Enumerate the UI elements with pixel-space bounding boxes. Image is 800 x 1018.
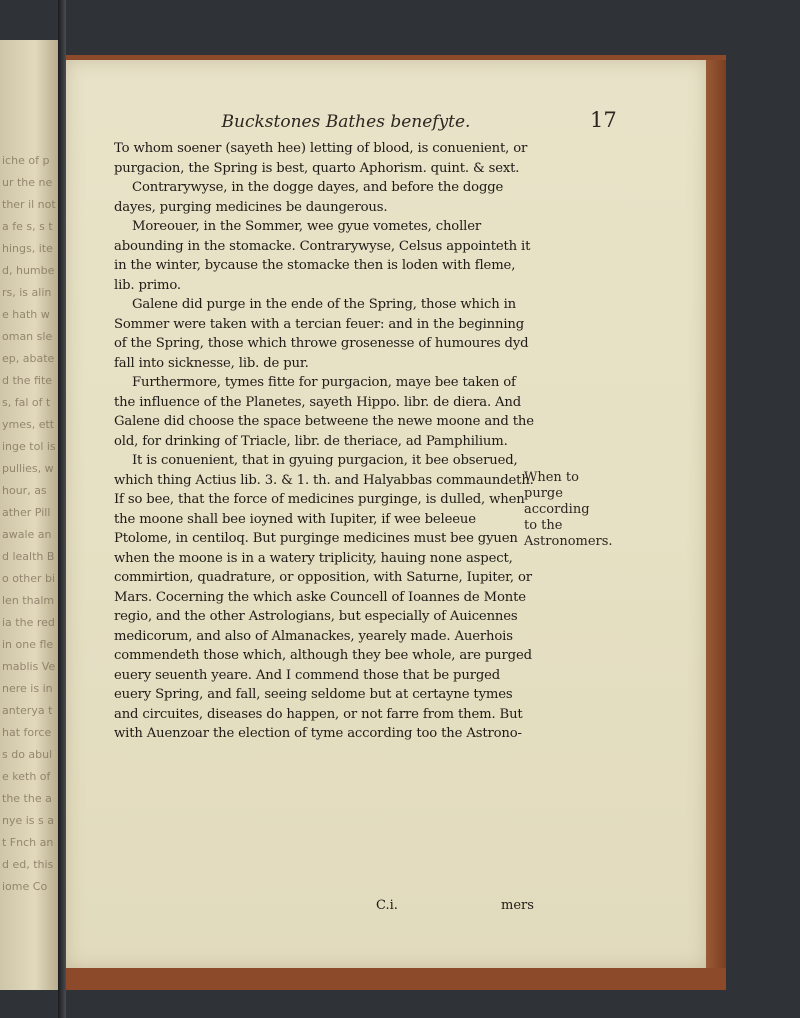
- book-fore-edge: [706, 60, 726, 968]
- page-number: 17: [590, 108, 617, 132]
- catchword: mers: [501, 898, 534, 913]
- facing-page-text: iche of pur the nether il not a fe s, s things, ited, humbers, is aline hath woman sleep, abated the fites, fal of tymes, ettinge tol is pullies, whour, as ather Pill awale and lealth Bo other bilen thalmia the red in one flemablis Venere is in anterya that force s do abule keth of the the anye is s at Fnch and ed, this iome Co: [2, 154, 56, 893]
- paragraph: Moreouer, in the Sommer, wee gyue vometes, choller abounding in the stomacke. Contrarywyse, Celsus appointeth it in the winter, bycause the stomacke then is loden with fleme, lib. primo.: [114, 219, 531, 293]
- running-header: Buckstones Bathes benefyte.: [221, 112, 471, 132]
- paragraph: It is conuenient, that in gyuing purgacion, it bee obserued, which thing Actius lib. 3. & 1. th. and Halyabbas commaundeth. If so bee, that the force of medicines purginge, is dulled, when the moone shall bee ioyned with Iupiter, if wee beleeue Ptolome, in centiloq. But purginge medicines must bee gyuen when the moone is in a watery triplicity, hauing none aspect, commirtion, quadrature, or opposition, with Saturne, Iupiter, or Mars. Cocerning the which aske Councell of Ioannes de Monte regio, and the other Astrologians, but especially of Auicennes medicorum, and also of Almanackes, yearely made. Auerhois commendeth those which, although they bee whole, are purged euery seuenth yeare. And I commend those that be purged euery Spring, and fall, seeing seldome but at certayne tymes and circuites, diseases do happen, or not farre from them. But with Auenzoar the election of tyme according too the Astrono-: [114, 453, 534, 741]
- paragraph: Galene did purge in the ende of the Spring, those which in Sommer were taken with a tercian feuer: and in the beginning of the Spring, those which throwe grosenesse of humoures dyd fall into sicknesse, lib. de pur.: [114, 297, 529, 371]
- facing-page-edge: [0, 40, 58, 990]
- paragraph: Contrarywyse, in the dogge dayes, and before the dogge dayes, purging medicines be daungerous.: [114, 180, 504, 215]
- paragraph: To whom soener (sayeth hee) letting of blood, is conuenient, or purgacion, the Spring is best, quarto Aphorism. quint. & sext.: [114, 141, 528, 176]
- signature-mark: C.i.: [376, 898, 398, 913]
- page-body: [114, 139, 534, 744]
- book-page: [66, 60, 706, 968]
- book-gutter: [58, 0, 66, 1018]
- margin-note: When to purge according to the Astronomers.: [524, 470, 613, 549]
- paragraph: Furthermore, tymes fitte for purgacion, maye bee taken of the influence of the Planetes, sayeth Hippo. libr. de diera. And Galene did choose the space betweene the newe moone and the old, for drinking of Triacle, libr. de theriace, ad Pamphilium.: [114, 375, 534, 449]
